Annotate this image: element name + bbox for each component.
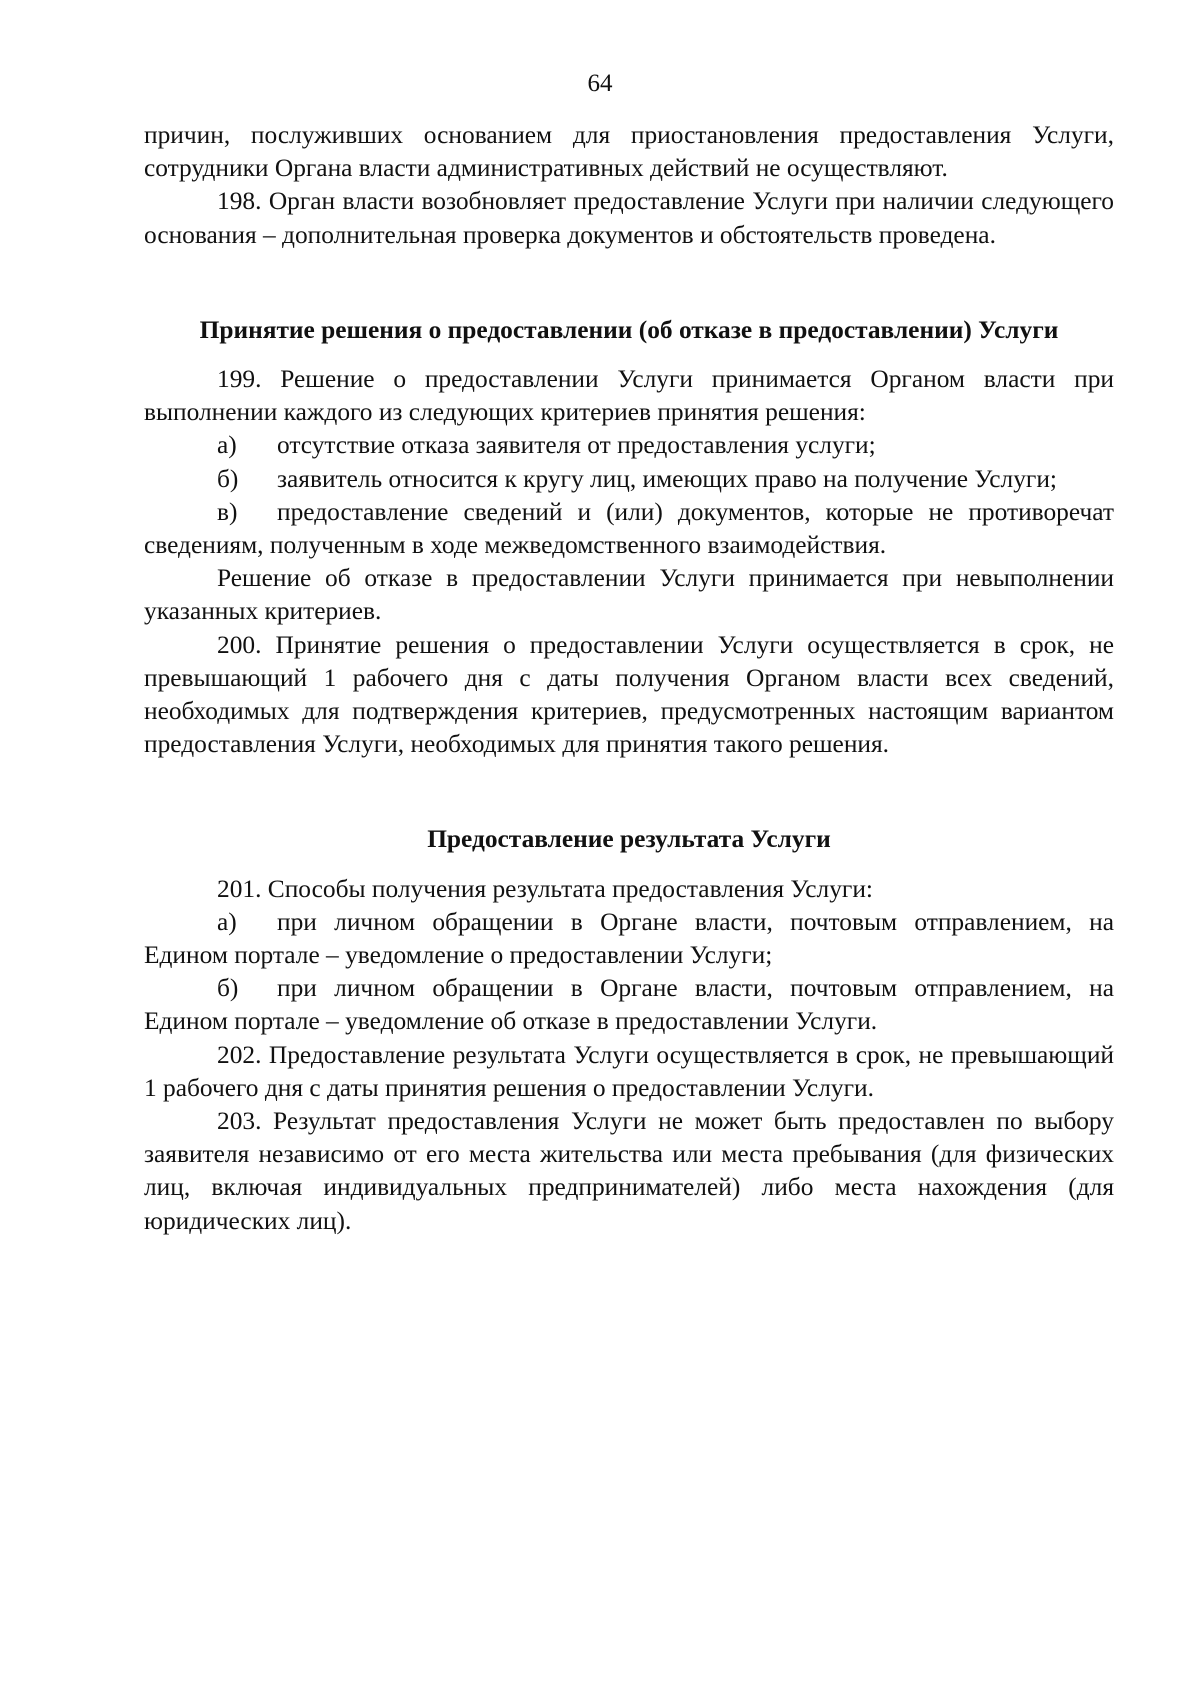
list-item xyxy=(144,463,1114,496)
list-item xyxy=(144,496,1114,562)
list-item-text: заявитель относится к кругу лиц, имеющих право на получение Услуги; xyxy=(277,464,1057,493)
list-item xyxy=(144,429,1114,462)
section-heading-decision: Принятие решения о предоставлении (об отказе в предоставлении) Услуги xyxy=(199,315,1059,344)
paragraph-199: 199. Решение о предоставлении Услуги принимается Органом власти при выполнении каждого из следующих критериев принятия решения: xyxy=(144,365,1114,427)
list-item-text: предоставление сведений и (или) документов, которые не противоречат сведениям, полученным в ходе межведомственного взаимодействия. xyxy=(144,497,1114,560)
section-heading-decision-wrap xyxy=(144,314,1114,347)
list-marker: а) xyxy=(217,431,237,460)
paragraph-continuation: причин, послуживших основанием для приостановления предоставления Услуги, сотрудники Органа власти административных действий не осуществляют. xyxy=(144,121,1114,183)
list-item xyxy=(144,972,1114,1038)
list-item xyxy=(144,906,1114,972)
section-heading-result-wrap xyxy=(144,823,1114,856)
paragraph-198: 198. Орган власти возобновляет предоставление Услуги при наличии следующего основания – дополнительная проверка документов и обстоятельств проведена. xyxy=(144,187,1114,249)
document-body xyxy=(144,119,1114,1238)
paragraph-201: 201. Способы получения результата предоставления Услуги: xyxy=(217,874,873,903)
section-heading-result: Предоставление результата Услуги xyxy=(427,825,831,854)
list-marker: а) xyxy=(217,907,237,936)
list-marker: б) xyxy=(217,974,239,1003)
list-marker: в) xyxy=(217,497,238,526)
list-item-text: при личном обращении в Органе власти, почтовым отправлением, на Едином портале – уведомление о предоставлении Услуги; xyxy=(144,907,1114,970)
list-item-text: при личном обращении в Органе власти, почтовым отправлением, на Едином портале – уведомление об отказе в предоставлении Услуги. xyxy=(144,974,1114,1036)
paragraph-202: 202. Предоставление результата Услуги осуществляется в срок, не превышающий 1 рабочего дня с даты принятия решения о предоставлении Услуги. xyxy=(144,1040,1114,1102)
list-item-text: отсутствие отказа заявителя от предоставления услуги; xyxy=(277,431,876,460)
list-marker: б) xyxy=(217,464,239,493)
page-number: 64 xyxy=(587,70,613,97)
paragraph-200: 200. Принятие решения о предоставлении Услуги осуществляется в срок, не превышающий 1 рабочего дня с даты получения Органом власти всех сведений, необходимых для подтверждения критериев, предусмотренных настоящим вариантом предоставления Услуги, необходимых для принятия такого решения. xyxy=(144,630,1114,759)
paragraph-refusal: Решение об отказе в предоставлении Услуги принимается при невыполнении указанных критериев. xyxy=(144,564,1114,626)
paragraph-203: 203. Результат предоставления Услуги не может быть предоставлен по выбору заявителя независимо от его места жительства или места пребывания (для физических лиц, включая индивидуальных предпринимателей) либо места нахождения (для юридических лиц). xyxy=(144,1107,1114,1235)
